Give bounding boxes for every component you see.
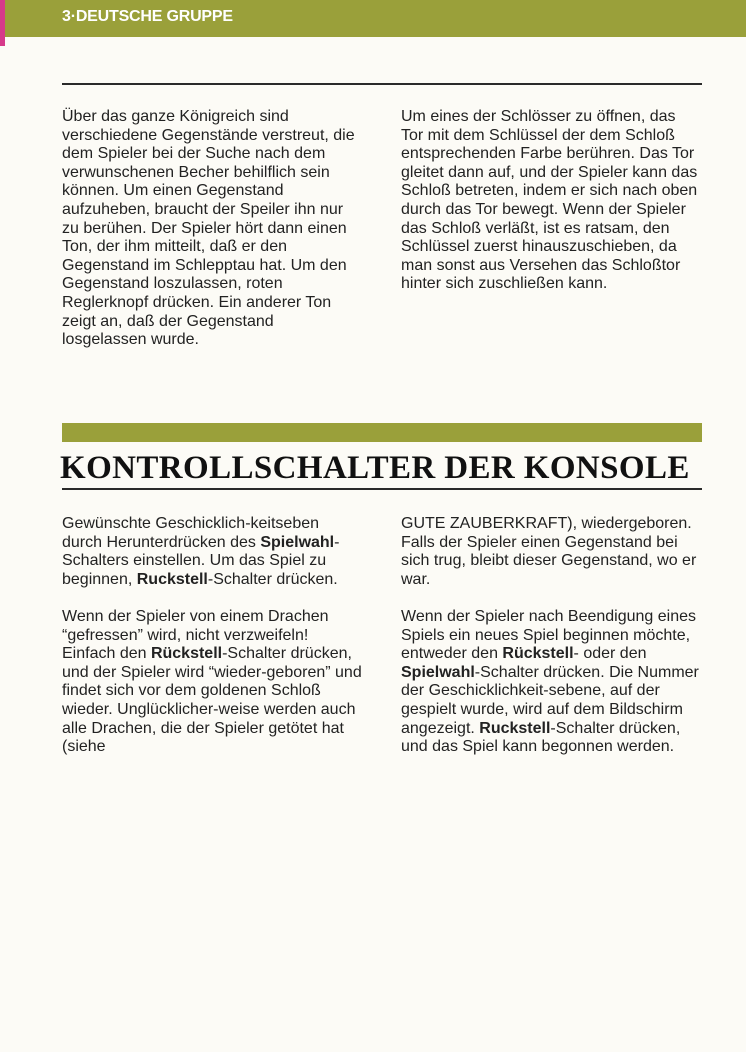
spielwahl-term: Spielwahl: [401, 663, 475, 681]
top-left-paragraph: Über das ganze Königreich sind verschiedene Gegenstände verstreut, die dem Spieler bei der Suche nach dem verwunschenen Becher behilflich sein können. Um einen Gegenstand aufzuheben, braucht der Speiler ihn nur zu berühen. Der Spieler hört dann einen Ton, der ihm mitteilt, daß er den Gegenstand im Schlepptau hat. Um den Gegenstand loszulassen, roten Reglerknopf drücken. Ein anderer Ton zeigt an, daß der Gegenstand losgelassen wurde.: [62, 108, 355, 349]
bottom-left-paragraph-2: Wenn der Spieler von einem Drachen “gefressen” wird, nicht verzweifeln! Einfach den Rückstell-Schalter drücken, und der Spieler wird “wieder-geboren” und findet sich vor dem goldenen Schloß wieder. Unglücklicher-weise werden auch alle Drachen, die der Spieler getötet hat (siehe: [62, 607, 362, 756]
page-edge-marker: [0, 0, 5, 46]
rueckstell-term: Rückstell: [502, 645, 574, 663]
bottom-right-paragraph-1: GUTE ZAUBERKRAFT), wiedergeboren. Falls der Spieler einen Gegenstand bei sich trug, bleibt dieser Gegenstand, wo er war.: [401, 515, 697, 588]
bottom-left-column: [62, 515, 362, 757]
bottom-left-paragraph-1: Gewünschte Geschicklich-keitseben durch Herunterdrücken des Spielwahl-Schalters einstellen. Um das Spiel zu beginnen, Ruckstell-Schalter drücken.: [62, 515, 340, 588]
rueckstell-term: Rückstell: [150, 645, 223, 663]
top-left-column: [62, 108, 362, 350]
bottom-right-column: [401, 515, 701, 757]
section-heading: KONTROLLSCHALTER DER KONSOLE: [60, 450, 690, 486]
top-right-column: [401, 108, 701, 294]
top-right-paragraph: Um eines der Schlösser zu öffnen, das Tor mit dem Schlüssel der dem Schloß entsprechenden Farbe berühren. Das Tor gleitet dann auf, und der Spieler kann das Schloß betreten, indem er sich nach oben durch das Tor bewegt. Wenn der Spieler das Schloß verläßt, ist es ratsam, den Schlüssel zuerst hinauszuschieben, da man sonst aus Versehen das Schloßtor hinter sich zuschließen kann.: [401, 108, 698, 293]
section-band: [62, 423, 702, 442]
spielwahl-term: Spielwahl: [260, 533, 335, 551]
page-header-title: 3·DEUTSCHE GRUPPE: [62, 8, 233, 25]
ruckstell-term: Ruckstell: [479, 719, 551, 737]
top-rule: [62, 83, 702, 85]
ruckstell-term: Ruckstell: [136, 570, 208, 588]
section-rule: [62, 488, 702, 490]
bottom-right-paragraph-2: Wenn der Spieler nach Beendigung eines Spiels ein neues Spiel beginnen möchte, entweder den Rückstell- oder den Spielwahl-Schalter drücken. Die Nummer der Geschicklichkeit-sebene, auf der gespielt wurde, wird auf dem Bildschirm angezeigt. Ruckstell-Schalter drücken, und das Spiel kann begonnen werden.: [401, 607, 699, 756]
